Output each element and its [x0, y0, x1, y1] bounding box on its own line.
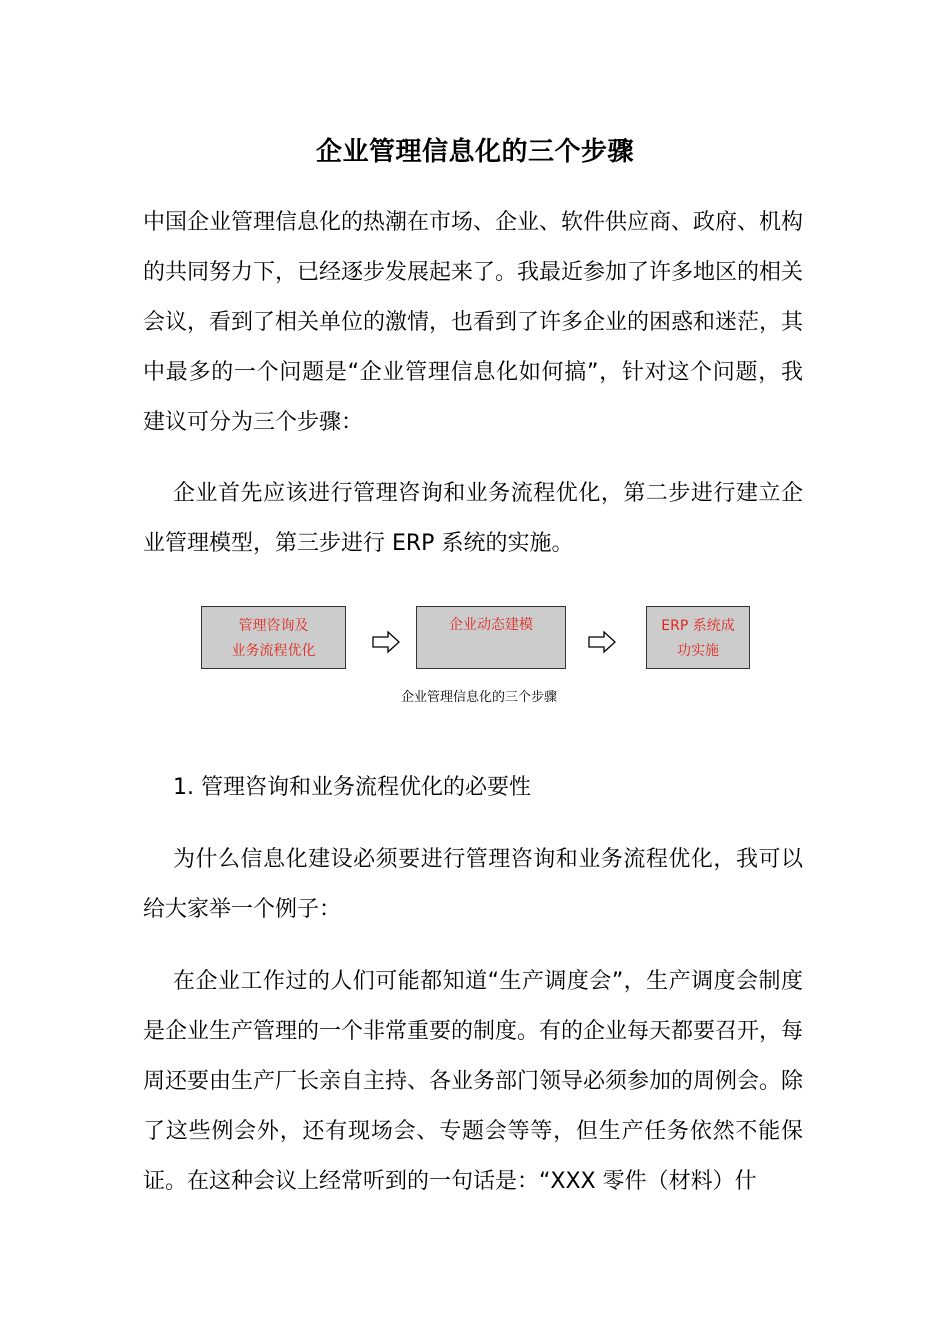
flow-step-modeling-label: 企业动态建模: [449, 617, 533, 633]
section-heading-1: 1. 管理咨询和业务流程优化的必要性: [173, 775, 531, 800]
flow-step-modeling: [416, 606, 566, 669]
document-title: 企业管理信息化的三个步骤: [315, 137, 634, 167]
flow-step-erp-line-1: ERP 系统成: [661, 618, 735, 634]
paragraph-example-intro: 为什么信息化建设必须要进行管理咨询和业务流程优化，我可以给大家举一个例子：: [143, 847, 803, 922]
flow-step-consulting-line-1: 管理咨询及: [238, 618, 309, 634]
flowchart-caption: 企业管理信息化的三个步骤: [401, 690, 558, 705]
flow-step-consulting-line-2: 业务流程优化: [231, 643, 316, 659]
flow-step-consulting: [201, 606, 346, 669]
paragraph-production-meeting: 在企业工作过的人们可能都知道“生产调度会”，生产调度会制度是企业生产管理的一个非常重要的制度。有的企业每天都要召开，每周还要由生产厂长亲自主持、各业务部门领导必须参加的周例会。除了这些例会外，还有现场会、专题会等等，但生产任务依然不能保证。在这种会议上经常听到的一句话是：“XXX 零件（材料）什: [143, 969, 804, 1194]
flow-step-erp: [646, 606, 750, 669]
right-arrow-icon: [371, 630, 401, 654]
paragraph-intro: 中国企业管理信息化的热潮在市场、企业、软件供应商、政府、机构的共同努力下，已经逐步发展起来了。我最近参加了许多地区的相关会议，看到了相关单位的激情，也看到了许多企业的困惑和迷茫，其中最多的一个问题是“企业管理信息化如何搞”，针对这个问题，我建议可分为三个步骤：: [143, 210, 804, 435]
paragraph-steps-summary: 企业首先应该进行管理咨询和业务流程优化，第二步进行建立企业管理模型，第三步进行 ERP 系统的实施。: [143, 481, 803, 556]
flow-step-erp-line-2: 功实施: [677, 643, 719, 659]
right-arrow-icon: [587, 630, 617, 654]
